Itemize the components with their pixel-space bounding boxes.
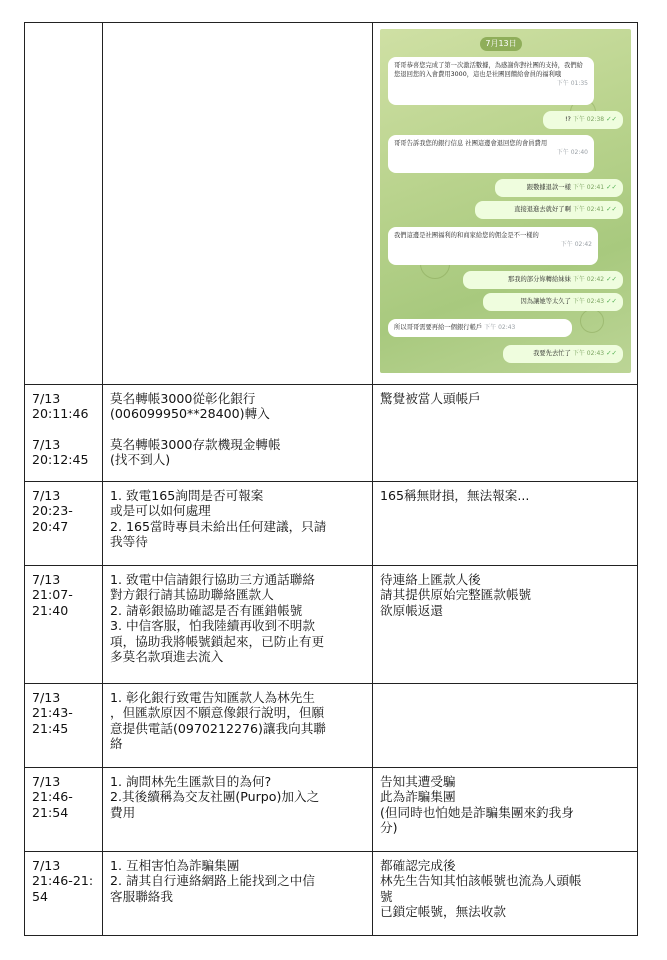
action-cell: 1. 彰化銀行致電告知匯款人為林先生 ，但匯款原因不願意像銀行說明，但願 意提供電話(0970212276)讓我向其聯 絡	[103, 684, 373, 768]
empty-action-cell	[103, 23, 373, 385]
action-cell: 1. 互相害怕為詐騙集團 2. 請其自行連絡網路上能找到之中信 客服聯絡我	[103, 852, 373, 936]
read-ticks-icon: ✓✓	[606, 115, 617, 123]
table-row	[25, 385, 638, 482]
result-cell: 165稱無財損，無法報案...	[373, 482, 638, 566]
screenshot-row	[25, 23, 638, 385]
chat-message: 直接退進去就好了啊 下午 02:41 ✓✓	[475, 201, 623, 219]
chat-message: 哥哥恭喜您完成了第一次激活數據，為感謝你對社團的支持，我們給您退回您的入會費用3000，這也是社團回饋給會員的福利哦 下午 01:35	[388, 57, 594, 105]
table-row	[25, 852, 638, 936]
time-cell: 7/13 20:23- 20:47	[25, 482, 103, 566]
read-ticks-icon: ✓✓	[606, 297, 617, 305]
table-row	[25, 768, 638, 852]
chat-screenshot	[380, 29, 631, 373]
result-cell: 待連絡上匯款人後 請其提供原始完整匯款帳號 欲原帳返還	[373, 566, 638, 684]
table-row	[25, 566, 638, 684]
result-cell: 驚覺被當人頭帳戶	[373, 385, 638, 482]
action-cell: 1. 致電165詢問是否可報案 或是可以如何處理 2. 165當時專員未給出任何建議，只請 我等待	[103, 482, 373, 566]
read-ticks-icon: ✓✓	[606, 275, 617, 283]
result-cell: 都確認完成後 林先生告知其怕該帳號也流為人頭帳 號 已鎖定帳號，無法收款	[373, 852, 638, 936]
chat-message: 因為讓她等太久了 下午 02:43 ✓✓	[483, 293, 623, 311]
chat-message: 我們這邊是社團福利的和商家給您的佣金是不一樣的 下午 02:42	[388, 227, 598, 265]
read-ticks-icon: ✓✓	[606, 205, 617, 213]
time-cell: 7/13 20:11:46 7/13 20:12:45	[25, 385, 103, 482]
table-row	[25, 684, 638, 768]
table-row	[25, 482, 638, 566]
chat-message: 所以哥哥需要再給一個銀行帳戶 下午 02:43	[388, 319, 572, 337]
result-cell: 告知其遭受騙 此為詐騙集團 (但同時也怕她是詐騙集團來釣我身 分)	[373, 768, 638, 852]
read-ticks-icon: ✓✓	[606, 183, 617, 191]
action-cell: 莫名轉帳3000從彰化銀行 (006099950**28400)轉入 莫名轉帳3000存款機現金轉帳 (找不到人)	[103, 385, 373, 482]
chat-message: 我要先去忙了 下午 02:43 ✓✓	[503, 345, 623, 363]
chat-date-pill: 7月13日	[480, 37, 522, 51]
action-cell: 1. 詢問林先生匯款目的為何? 2.其後續稱為交友社團(Purpo)加入之 費用	[103, 768, 373, 852]
time-cell: 7/13 21:43- 21:45	[25, 684, 103, 768]
chat-message: 哥哥告訴我您的銀行信息 社團這邊會退回您的會員費用 下午 02:40	[388, 135, 594, 173]
result-cell	[373, 684, 638, 768]
action-cell: 1. 致電中信請銀行協助三方通話聯絡 對方銀行請其協助聯絡匯款人 2. 請彰銀協助確認是否有匯錯帳號 3. 中信客服，怕我陸續再收到不明款 項，協助我將帳號鎖起來，已防止有更 多莫名款項進去流入	[103, 566, 373, 684]
chat-message: !? 下午 02:38 ✓✓	[543, 111, 623, 129]
time-cell: 7/13 21:46-21: 54	[25, 852, 103, 936]
time-cell: 7/13 21:46- 21:54	[25, 768, 103, 852]
time-cell: 7/13 21:07- 21:40	[25, 566, 103, 684]
chat-message: 跟數據退款一樣 下午 02:41 ✓✓	[495, 179, 623, 197]
chat-message: 那我的部分妳轉給妹妹 下午 02:42 ✓✓	[463, 271, 623, 289]
chat-screenshot-cell	[373, 23, 638, 385]
read-ticks-icon: ✓✓	[606, 349, 617, 357]
incident-log-table	[24, 22, 638, 936]
empty-time-cell	[25, 23, 103, 385]
